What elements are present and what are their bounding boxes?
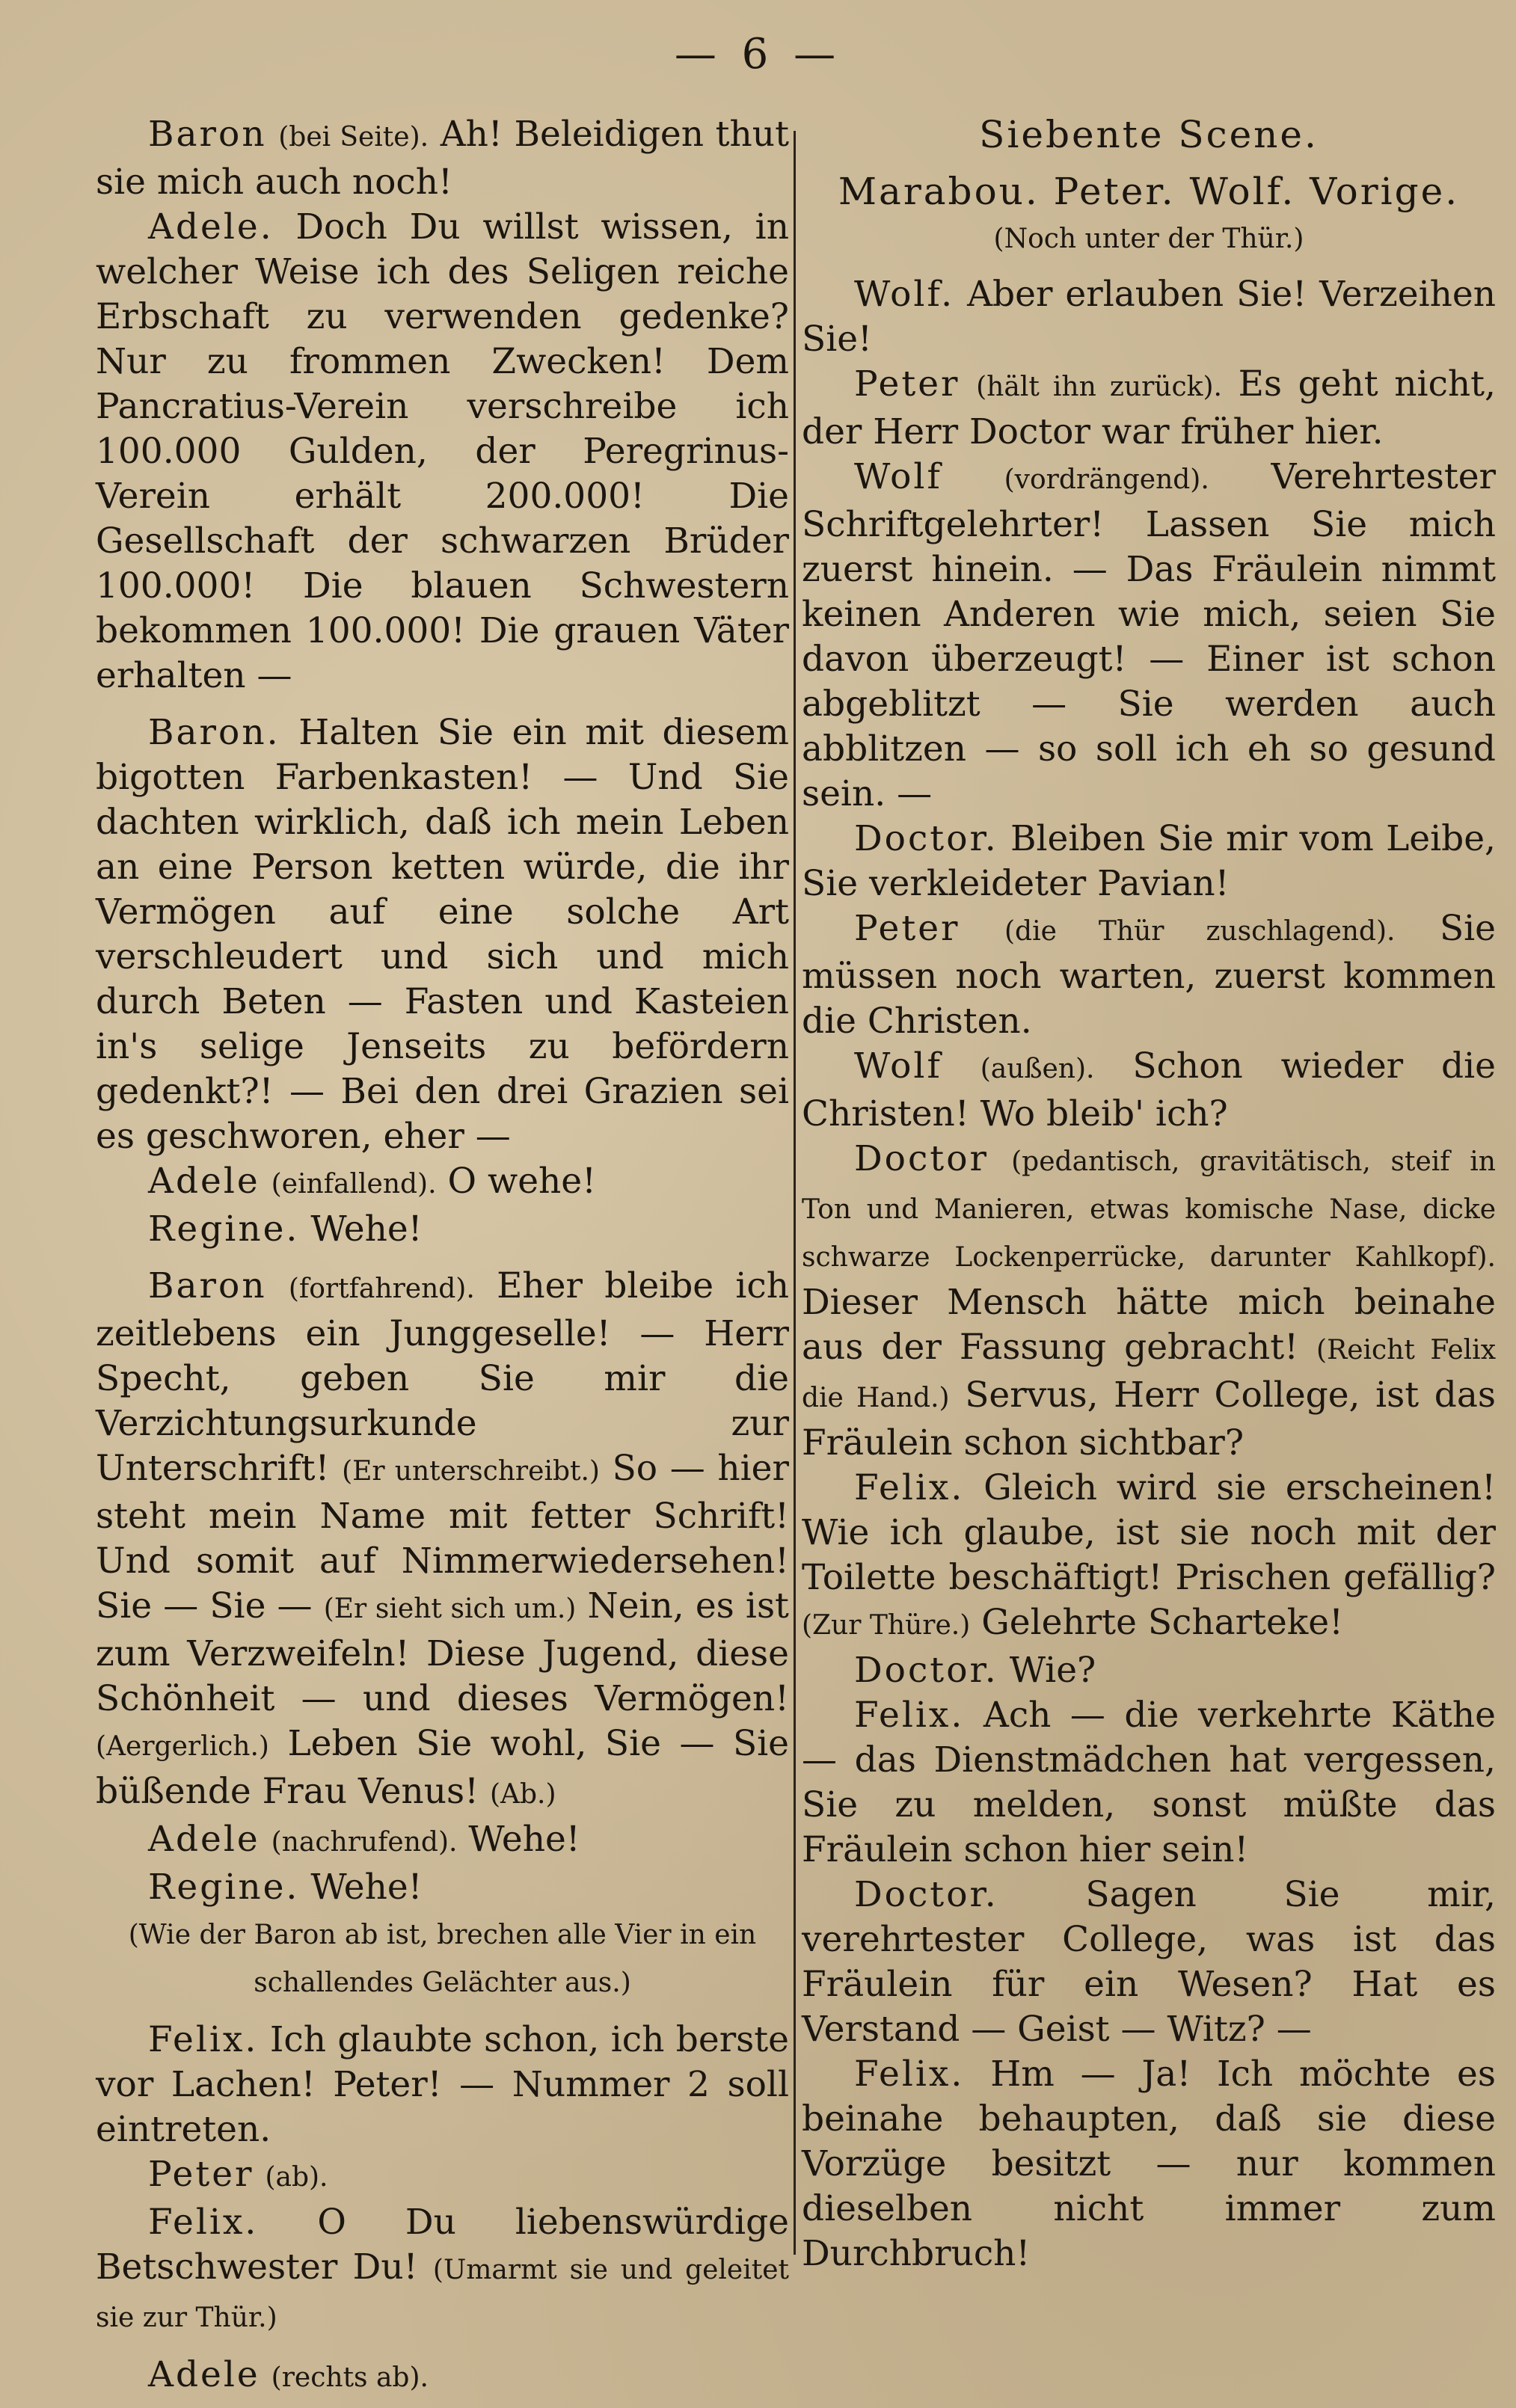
paragraph [802,1466,1496,1648]
right-column [802,112,1496,2276]
paragraph [96,112,789,205]
speech: Verehrtester Schriftgelehrter! Lassen Sie mich zuerst hinein. — Das Fräulein nimmt keinen Anderen wie mich, seien Sie davon überzeugt! — Einer ist schon abgeblitzt — Sie werden auch abblitzen — so soll ich eh so gesund sein. — [802,456,1496,814]
paragraph [96,2200,789,2341]
paragraph [802,906,1496,1044]
paragraph [96,1910,789,2006]
paragraph [802,817,1496,906]
speaker: Peter [148,2154,254,2195]
speaker: Peter [854,908,960,949]
page-number: — 6 — [674,30,842,79]
speech: Aber erlauben Sie! Verzeihen Sie! [802,274,1496,360]
speech: Servus, Herr College, ist das Fräulein schon sichtbar? [802,1375,1496,1463]
stage-direction: (nachrufend). [271,1827,458,1858]
speaker: Baron [148,1265,267,1306]
paragraph [802,455,1496,817]
dramatis-personae: Marabou. Peter. Wolf. Vorige. [838,170,1460,213]
speech: Wie? [1009,1650,1096,1691]
stage-direction: (außen). [980,1054,1095,1084]
stage-direction: (ab). [265,2162,328,2193]
speech: Dieser Mensch hätte mich beinahe aus der Fassung gebracht! [802,1282,1496,1368]
speech: Bleiben Sie mir vom Leibe, Sie verkleideter Pavian! [802,818,1496,904]
speech: Eher bleibe ich zeitlebens ein Junggeselle! — Herr Specht, geben Sie mir die Verzichtungsurkunde zur Unterschrift! [96,1265,789,1489]
speaker: Felix. [148,2202,259,2243]
left-column [96,112,789,2401]
stage-direction: (hält ihn zurück). [976,372,1222,402]
stage-direction: (Aergerlich.) [96,1731,269,1762]
column-divider [794,131,796,2255]
paragraph [96,1264,789,1817]
stage-direction: (Zur Thüre.) [802,1610,971,1641]
speech: So — hier steht mein Name mit fetter Schrift! Und somit auf Nimmerwiedersehen! Sie — Sie — [96,1448,789,1627]
speaker: Baron. [148,712,280,753]
paragraph [802,1873,1496,2052]
paragraph [96,1865,789,1910]
speaker: Felix. [854,2054,965,2095]
paragraph [802,2052,1496,2276]
speaker: Regine. [148,1867,300,1908]
speaker: Regine. [148,1208,300,1250]
speaker: Felix. [854,1695,965,1736]
stage-direction: (einfallend). [271,1169,437,1200]
speech: Ich glaubte schon, ich berste vor Lachen! Peter! — Nummer 2 soll eintreten. [96,2019,789,2150]
speaker: Doctor. [854,1650,998,1691]
paragraph [802,1648,1496,1693]
speech: Wehe! [468,1819,580,1860]
scene-title: Siebente Scene. [979,113,1319,156]
speech: O wehe! [447,1161,596,1202]
speech: Halten Sie ein mit diesem bigotten Farbenkasten! — Und Sie dachten wirklich, daß ich mein Leben an eine Person ketten würde, die ihr Vermögen auf eine solche Art verschleudert und sich und mich durch Beten — Fasten und Kasteien in's selige Jenseits zu befördern gedenkt?! — Bei den drei Grazien sei es geschworen, eher — [96,712,789,1157]
speech: Gelehrte Scharteke! [981,1602,1343,1643]
paragraph [802,272,1496,362]
stage-direction: (Ab.) [489,1779,556,1810]
paragraph [96,2152,789,2200]
paragraph [96,1207,789,1252]
speaker: Wolf. [854,274,955,315]
paragraph [802,1044,1496,1137]
speaker: Adele [148,2354,260,2395]
speech: Hm — Ja! Ich möchte es beinahe behaupten, daß sie diese Vorzüge besitzt — nur kommen dieselben nicht immer zum Durchbruch! [802,2054,1496,2274]
speaker: Doctor. [854,1874,998,1915]
stage-direction: (Reicht Felix die Hand.) [802,1335,1497,1413]
speech: Ach — die verkehrte Käthe — das Dienstmädchen hat vergessen, Sie zu melden, sonst müßte das Fräulein schon hier sein! [802,1695,1496,1870]
speaker: Peter [854,363,960,405]
speech: Doch Du willst wissen, in welcher Weise ich des Seligen reiche Erbschaft zu verwenden gedenke? Nur zu frommen Zwecken! Dem Pancratius-Verein verschreibe ich 100.000 Gulden, der Peregrinus-Verein erhält 200.000! Die Gesellschaft der schwarzen Brüder 100.000! Die blauen Schwestern bekommen 100.000! Die grauen Väter erhalten — [96,206,789,696]
speech: Wehe! [310,1867,423,1908]
stage-direction: (Er sieht sich um.) [323,1594,577,1624]
paragraph [96,710,789,1159]
speaker: Wolf [854,1045,942,1087]
stage-direction: (die Thür zuschlagend). [1004,916,1396,947]
speaker: Felix. [148,2019,259,2060]
speech: Gleich wird sie erscheinen! Wie ich glaube, ist sie noch mit der Toilette beschäftigt! Prischen gefällig? [802,1467,1496,1598]
speech: O Du liebenswürdige Betschwester Du! [96,2202,789,2288]
speech: Schon wieder die Christen! Wo bleib' ich? [802,1045,1496,1134]
speaker: Felix. [854,1467,965,1508]
speech: Sie müssen noch warten, zuerst kommen die Christen. [802,908,1496,1042]
speech: Wehe! [310,1208,423,1250]
stage-direction: (bei Seite). [278,122,429,153]
paragraph [802,1693,1496,1873]
paragraph [96,2353,789,2401]
paragraph [96,205,789,698]
speaker: Doctor [854,1138,989,1179]
speech: Ah! Beleidigen thut sie mich auch noch! [96,114,789,203]
paragraph [96,2018,789,2152]
stage-direction: (Umarmt sie und geleitet sie zur Thür.) [96,2255,789,2333]
speaker: Adele. [148,206,274,248]
stage-direction: (vordrängend). [1004,464,1209,495]
stage-direction: (Noch unter der Thür.) [993,224,1304,254]
stage-direction: (Wie der Baron ab ist, brechen alle Vier in ein schallendes Gelächter aus.) [128,1920,757,1998]
paragraph [96,1159,789,1207]
speaker: Wolf [854,456,942,497]
stage-direction: (pedantisch, gravitätisch, steif in Ton und Manieren, etwas komische Nase, dicke schwarze Lockenperrücke, darunter Kahlkopf). [802,1146,1496,1273]
stage-direction: (rechts ab). [271,2362,429,2393]
speaker: Adele [148,1819,260,1860]
speech: Nein, es ist zum Verzweifeln! Diese Jugend, diese Schönheit — und dieses Vermögen! [96,1585,789,1719]
stage-direction: (Er unterschreibt.) [342,1456,600,1487]
paragraph [802,1137,1496,1466]
speaker: Doctor. [854,818,998,859]
paragraph [802,362,1496,455]
speech: Es geht nicht, der Herr Doctor war früher hier. [802,363,1496,452]
stage-direction: (fortfahrend). [288,1274,475,1304]
speaker: Adele [148,1161,260,1202]
speech: Sagen Sie mir, verehrtester College, was ist das Fräulein für ein Wesen? Hat es Verstand — Geist — Witz? — [802,1874,1496,2050]
speaker: Baron [148,114,267,155]
paragraph [96,1817,789,1865]
speech: Leben Sie wohl, Sie — Sie büßende Frau Venus! [96,1723,789,1812]
